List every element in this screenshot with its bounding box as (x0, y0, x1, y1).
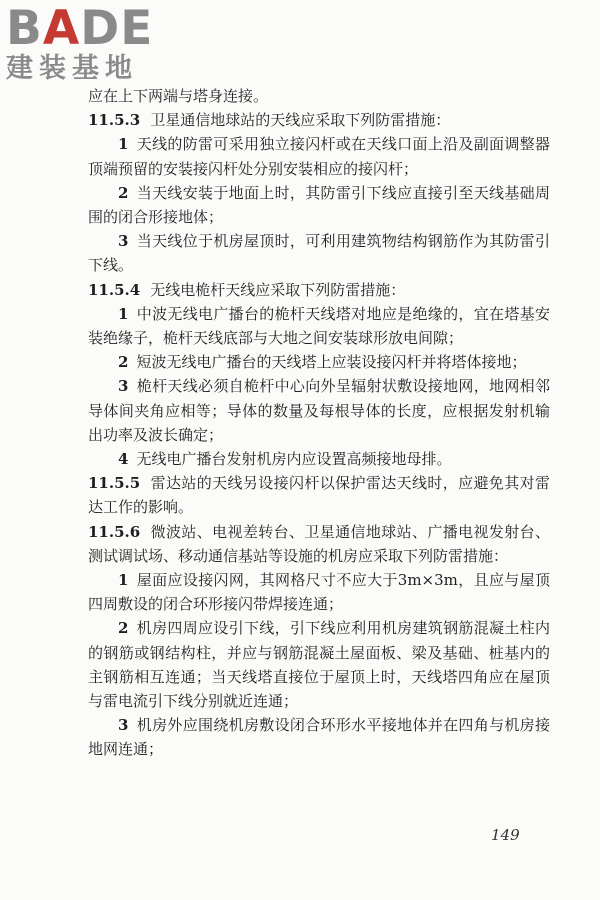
list-item (88, 350, 550, 374)
item-number: 3 (118, 232, 129, 251)
clause-text: 卫星通信地球站的天线应采取下列防雷措施： (150, 111, 451, 130)
clause-number: 11.5.6 (88, 522, 141, 541)
item-text: 天线的防雷可采用独立接闪杆或在天线口面上沿及副面调整器顶端预留的安装接闪杆处分别安装相应的接闪杆； (88, 135, 550, 178)
logo-subtitle: 建装基地 (6, 53, 138, 84)
item-number: 2 (118, 619, 129, 638)
bade-logo (6, 2, 196, 94)
item-text: 屋面应设接闪网，其网格尺寸不应大于3m×3m，且应与屋顶四周敷设的闭合环形接闪带焊接连通； (88, 571, 550, 614)
item-text: 无线电广播台发射机房内应设置高频接地母排。 (136, 450, 452, 469)
list-item (88, 132, 550, 180)
item-text: 当天线安装于地面上时，其防雷引下线应直接引至天线基础周围的闭合形接地体； (88, 183, 550, 227)
list-item (88, 374, 550, 447)
list-item (88, 302, 550, 350)
clause-text: 无线电桅杆天线应采取下列防雷措施： (150, 280, 406, 299)
clause-text: 微波站、电视差转台、卫星通信地球站、广播电视发射台、测试调试场、移动通信基站等设施的机房应采取下列防雷措施： (88, 522, 550, 565)
clause-number: 11.5.4 (88, 280, 141, 299)
item-text: 桅杆天线必须自桅杆中心向外呈辐射状敷设接地网，地网相邻导体间夹角应相等；导体的数量及每根导体的长度，应根据发射机输出功率及波长确定； (88, 377, 550, 444)
section-clause (88, 278, 550, 302)
document-body (88, 84, 550, 762)
item-number: 1 (118, 135, 129, 154)
item-text: 机房外应围绕机房敷设闭合环形水平接地体并在四角与机房接地网连通； (88, 716, 550, 759)
item-text: 中波无线电广播台的桅杆天线塔对地应是绝缘的，宜在塔基安装绝缘子，桅杆天线底部与大地之间安装球形放电间隙； (88, 304, 550, 348)
continuation-text: 应在上下两端与塔身连接。 (88, 87, 269, 105)
item-text: 机房四周应设引下线，引下线应利用机房建筑钢筋混凝土柱内的钢筋或钢结构柱，并应与钢筋混凝土屋面板、梁及基础、桩基内的主钢筋相互连通；当天线塔直接位于屋顶上时，天线塔四角应在屋顶与雷电流引下线分别就近连通； (88, 619, 550, 711)
list-item (88, 447, 550, 471)
clause-number: 11.5.3 (88, 111, 141, 130)
list-item (88, 568, 550, 616)
item-number: 3 (118, 716, 129, 735)
section-clause (88, 471, 550, 519)
page-number: 149 (491, 826, 520, 844)
item-number: 2 (118, 183, 129, 202)
list-item (88, 229, 550, 277)
item-number: 2 (118, 353, 129, 372)
item-number: 4 (118, 450, 129, 469)
logo-wordmark: BADE (6, 1, 154, 56)
list-item (88, 181, 550, 229)
item-number: 1 (118, 571, 129, 590)
item-text: 短波无线电广播台的天线塔上应装设接闪杆并将塔体接地； (136, 353, 527, 372)
item-number: 3 (118, 377, 129, 396)
item-number: 1 (118, 304, 129, 323)
section-clause (88, 108, 550, 132)
clause-text: 雷达站的天线另设接闪杆以保护雷达天线时，应避免其对雷达工作的影响。 (88, 474, 550, 517)
list-item (88, 713, 550, 761)
list-item (88, 616, 550, 713)
clause-number: 11.5.5 (88, 474, 141, 493)
section-clause (88, 520, 550, 568)
item-text: 当天线位于机房屋顶时，可利用建筑物结构钢筋作为其防雷引下线。 (88, 232, 550, 275)
